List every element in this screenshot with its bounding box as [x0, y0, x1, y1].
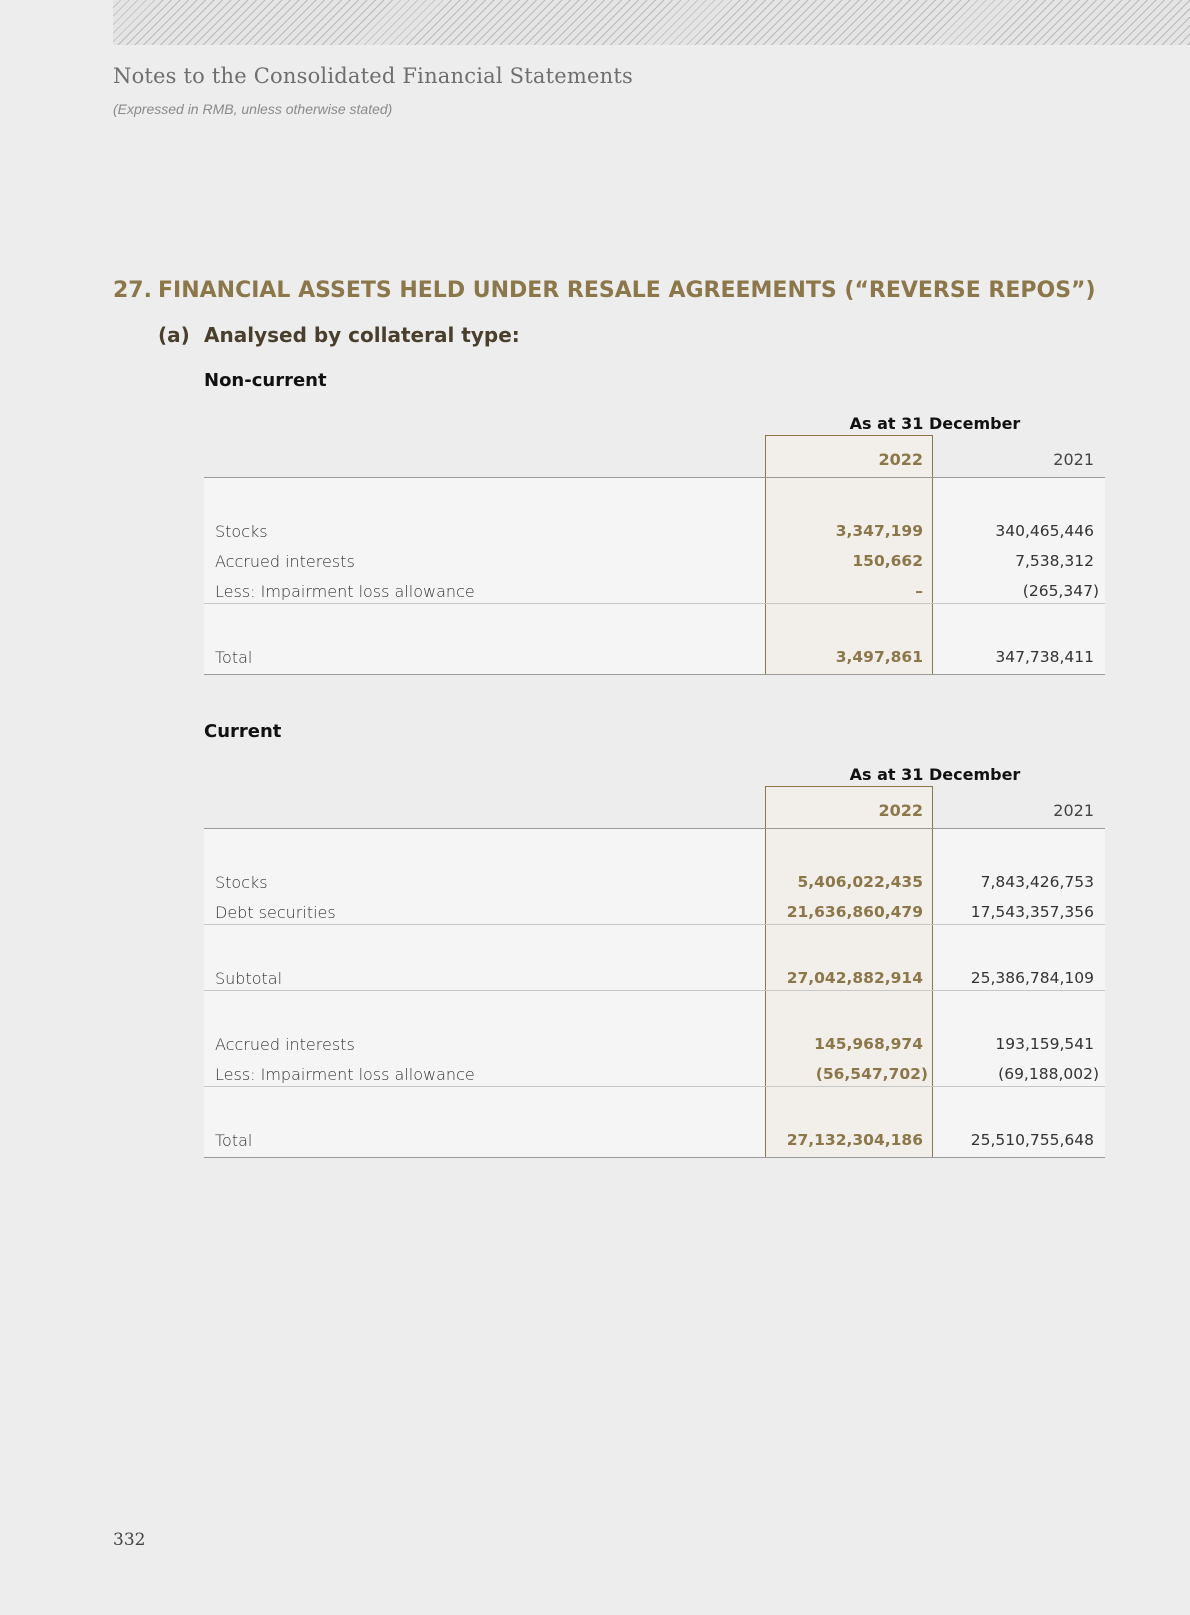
- row-value-2022: 3,347,199: [835, 522, 923, 540]
- row-label: Less: Impairment loss allowance: [215, 582, 475, 601]
- total-label: Total: [215, 1131, 253, 1150]
- section-title-text: FINANCIAL ASSETS HELD UNDER RESALE AGREEMENTS (“REVERSE REPOS”): [158, 278, 1096, 303]
- row-label: Accrued interests: [215, 1035, 355, 1054]
- current-table: [204, 786, 1105, 1158]
- header-rule: [204, 828, 1105, 829]
- row-label: Stocks: [215, 873, 268, 892]
- page-header-title: Notes to the Consolidated Financial Statements: [113, 64, 633, 88]
- subsection-label: (a): [158, 323, 190, 347]
- row-value-2022: 145,968,974: [814, 1035, 923, 1053]
- row-label: Less: Impairment loss allowance: [215, 1065, 475, 1084]
- row-value-2022: 21,636,860,479: [786, 903, 923, 921]
- non-current-heading: Non-current: [204, 370, 327, 391]
- col-header-2022: 2022: [878, 801, 923, 820]
- non-current-as-at: As at 31 December: [849, 414, 1021, 433]
- row-label: Debt securities: [215, 903, 336, 922]
- col-header-2022: 2022: [878, 450, 923, 469]
- page-header-subtitle: (Expressed in RMB, unless otherwise stated): [113, 101, 393, 117]
- row-rule: [204, 924, 1105, 925]
- total-rule: [204, 674, 1105, 675]
- table-background: [204, 828, 1105, 1158]
- row-label: Accrued interests: [215, 552, 355, 571]
- table-background: [204, 477, 1105, 675]
- total-value-2022: 3,497,861: [835, 648, 923, 666]
- non-current-table: [204, 435, 1105, 675]
- row-rule: [204, 603, 1105, 604]
- subsection-title: [158, 323, 520, 347]
- row-value-2021: 193,159,541: [995, 1035, 1094, 1053]
- total-label: Total: [215, 648, 253, 667]
- row-value-2021: 17,543,357,356: [970, 903, 1094, 921]
- row-value-2021: (69,188,002): [998, 1065, 1099, 1083]
- row-value-2021: 340,465,446: [995, 522, 1094, 540]
- row-value-2021: 7,843,426,753: [980, 873, 1094, 891]
- current-heading: Current: [204, 721, 282, 742]
- section-number: 27.: [113, 278, 152, 303]
- subtotal-label: Subtotal: [215, 969, 283, 988]
- row-value-2022: 5,406,022,435: [797, 873, 923, 891]
- total-value-2022: 27,132,304,186: [786, 1131, 923, 1149]
- row-value-2021: (265,347): [1022, 582, 1099, 600]
- current-as-at: As at 31 December: [849, 765, 1021, 784]
- total-value-2021: 347,738,411: [995, 648, 1094, 666]
- total-value-2021: 25,510,755,648: [970, 1131, 1094, 1149]
- row-label: Stocks: [215, 522, 268, 541]
- page-number: 332: [113, 1530, 146, 1550]
- total-rule: [204, 1157, 1105, 1158]
- header-hatch-band: [113, 0, 1190, 45]
- row-rule: [204, 1086, 1105, 1087]
- col-header-2021: 2021: [1053, 801, 1094, 820]
- row-value-2022: (56,547,702): [815, 1065, 928, 1083]
- row-value-2022: 150,662: [852, 552, 923, 570]
- row-value-2021: 7,538,312: [1015, 552, 1094, 570]
- subtotal-value-2022: 27,042,882,914: [786, 969, 923, 987]
- header-rule: [204, 477, 1105, 478]
- row-value-2022: –: [915, 582, 923, 600]
- row-rule: [204, 990, 1105, 991]
- subsection-title-text: Analysed by collateral type:: [204, 323, 520, 347]
- section-title: [113, 278, 1096, 303]
- col-header-2021: 2021: [1053, 450, 1094, 469]
- subtotal-value-2021: 25,386,784,109: [970, 969, 1094, 987]
